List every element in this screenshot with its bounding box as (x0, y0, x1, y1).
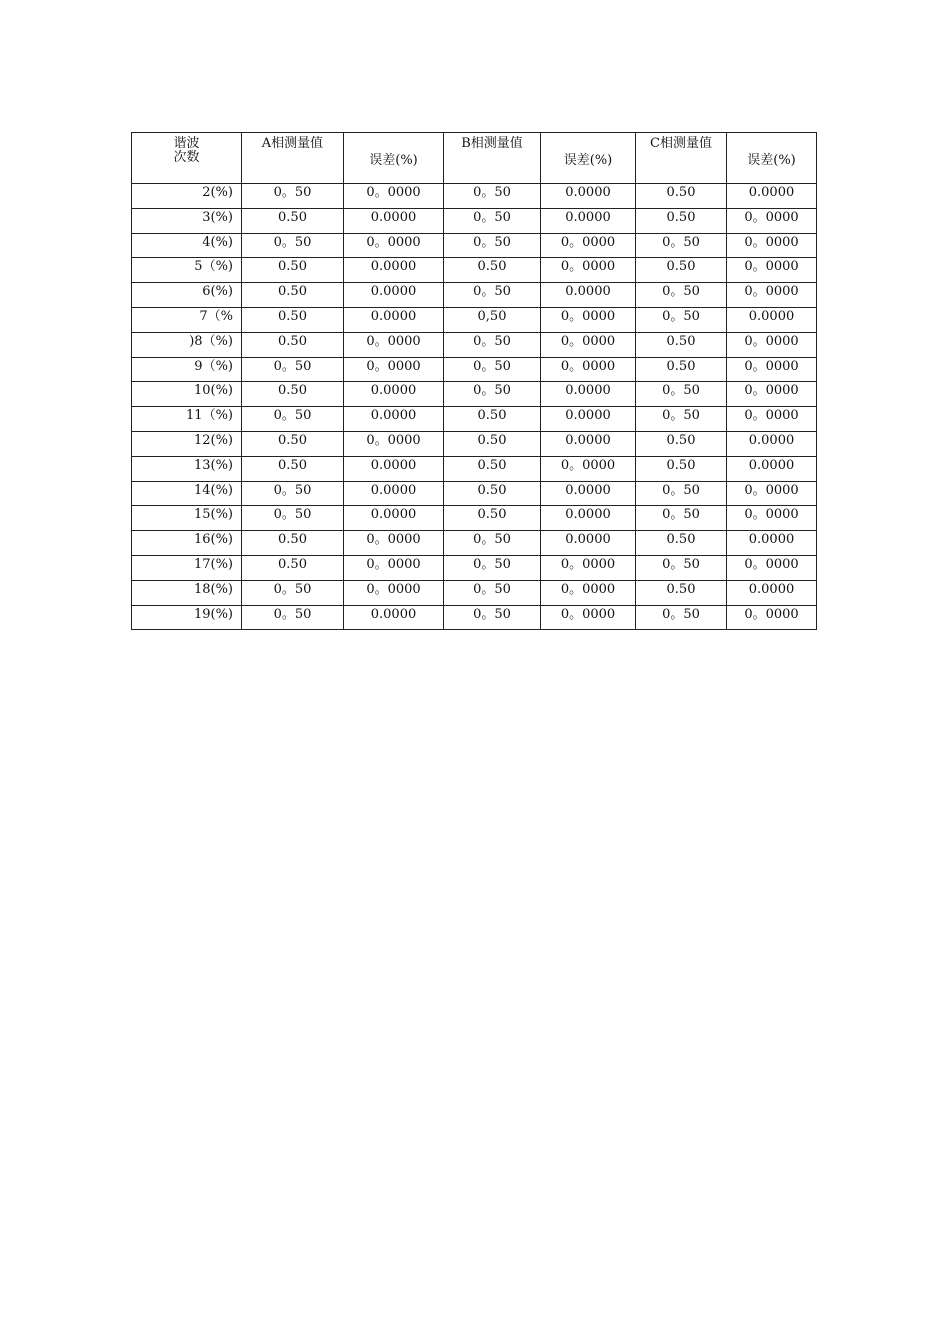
a-value-cell: 0。50 (242, 605, 344, 630)
c-value-cell: 0。50 (636, 382, 727, 407)
a-value-cell: 0。50 (242, 233, 344, 258)
b-value-cell: 0,50 (444, 307, 541, 332)
harmonic-order-cell: 6(%) (132, 283, 242, 308)
c-error-cell: 0.0000 (727, 431, 817, 456)
header-order-line1: 谐波 (173, 136, 200, 151)
c-value-cell: 0.50 (636, 208, 727, 233)
harmonic-order-cell: 11（%) (132, 407, 242, 432)
a-value-cell: 0。50 (242, 506, 344, 531)
b-value-cell: 0.50 (444, 407, 541, 432)
harmonic-order-cell: 16(%) (132, 531, 242, 556)
header-order-line2: 次数 (173, 150, 200, 165)
table-row (132, 283, 817, 308)
c-value-cell: 0。50 (636, 407, 727, 432)
table-row (132, 555, 817, 580)
table-row (132, 431, 817, 456)
c-error-cell: 0.0000 (727, 456, 817, 481)
a-value-cell: 0.50 (242, 283, 344, 308)
c-error-cell: 0。0000 (727, 605, 817, 630)
b-error-cell: 0.0000 (541, 382, 636, 407)
b-value-cell: 0.50 (444, 431, 541, 456)
a-error-cell: 0。0000 (344, 184, 444, 209)
b-value-cell: 0。50 (444, 382, 541, 407)
a-value-cell: 0。50 (242, 580, 344, 605)
b-value-cell: 0.50 (444, 258, 541, 283)
table-row (132, 357, 817, 382)
b-value-cell: 0。50 (444, 580, 541, 605)
harmonic-order-cell: 5（%) (132, 258, 242, 283)
b-error-cell: 0.0000 (541, 184, 636, 209)
b-value-cell: 0。50 (444, 555, 541, 580)
c-value-cell: 0.50 (636, 580, 727, 605)
header-harmonic-order (132, 133, 242, 184)
table-row (132, 184, 817, 209)
b-value-cell: 0。50 (444, 233, 541, 258)
b-error-cell: 0。0000 (541, 555, 636, 580)
table-row (132, 382, 817, 407)
a-value-cell: 0.50 (242, 258, 344, 283)
header-c-value: C相测量值 (636, 133, 727, 184)
harmonic-order-cell: 13(%) (132, 456, 242, 481)
a-error-cell: 0.0000 (344, 481, 444, 506)
a-error-cell: 0。0000 (344, 332, 444, 357)
b-value-cell: 0.50 (444, 506, 541, 531)
header-a-value: A相测量值 (242, 133, 344, 184)
table-row (132, 605, 817, 630)
table-row (132, 258, 817, 283)
harmonic-order-cell: 18(%) (132, 580, 242, 605)
b-error-cell: 0。0000 (541, 456, 636, 481)
a-value-cell: 0。50 (242, 481, 344, 506)
b-value-cell: 0。50 (444, 283, 541, 308)
table-row (132, 233, 817, 258)
table-row (132, 332, 817, 357)
a-value-cell: 0.50 (242, 431, 344, 456)
b-value-cell: 0。50 (444, 184, 541, 209)
header-a-error: 误差(%) (344, 133, 444, 184)
header-c-error: 误差(%) (727, 133, 817, 184)
a-error-cell: 0.0000 (344, 506, 444, 531)
harmonic-order-cell: 10(%) (132, 382, 242, 407)
b-error-cell: 0.0000 (541, 208, 636, 233)
harmonic-order-cell: 17(%) (132, 555, 242, 580)
b-error-cell: 0.0000 (541, 531, 636, 556)
header-b-value: B相测量值 (444, 133, 541, 184)
b-error-cell: 0。0000 (541, 258, 636, 283)
b-error-cell: 0.0000 (541, 407, 636, 432)
harmonic-order-cell: 3(%) (132, 208, 242, 233)
c-error-cell: 0.0000 (727, 580, 817, 605)
b-value-cell: 0。50 (444, 208, 541, 233)
c-value-cell: 0。50 (636, 481, 727, 506)
a-error-cell: 0.0000 (344, 258, 444, 283)
c-error-cell: 0.0000 (727, 531, 817, 556)
table-row (132, 307, 817, 332)
harmonic-order-cell: 4(%) (132, 233, 242, 258)
a-value-cell: 0.50 (242, 307, 344, 332)
a-error-cell: 0。0000 (344, 357, 444, 382)
b-error-cell: 0。0000 (541, 580, 636, 605)
a-value-cell: 0.50 (242, 332, 344, 357)
table-row (132, 456, 817, 481)
table-row (132, 208, 817, 233)
c-value-cell: 0。50 (636, 506, 727, 531)
b-error-cell: 0.0000 (541, 283, 636, 308)
a-error-cell: 0。0000 (344, 555, 444, 580)
b-error-cell: 0。0000 (541, 357, 636, 382)
b-value-cell: 0。50 (444, 357, 541, 382)
b-error-cell: 0.0000 (541, 431, 636, 456)
table-row (132, 531, 817, 556)
a-error-cell: 0。0000 (344, 531, 444, 556)
a-error-cell: 0.0000 (344, 208, 444, 233)
a-error-cell: 0。0000 (344, 580, 444, 605)
a-value-cell: 0.50 (242, 382, 344, 407)
table-header (132, 133, 817, 184)
b-error-cell: 0.0000 (541, 506, 636, 531)
b-value-cell: 0。50 (444, 531, 541, 556)
harmonic-order-cell: 14(%) (132, 481, 242, 506)
b-error-cell: 0。0000 (541, 233, 636, 258)
a-error-cell: 0.0000 (344, 456, 444, 481)
harmonic-order-cell: 7（% (132, 307, 242, 332)
c-value-cell: 0。50 (636, 605, 727, 630)
b-error-cell: 0.0000 (541, 481, 636, 506)
c-value-cell: 0.50 (636, 332, 727, 357)
c-error-cell: 0.0000 (727, 184, 817, 209)
harmonic-order-cell: )8（%) (132, 332, 242, 357)
c-value-cell: 0。50 (636, 555, 727, 580)
c-value-cell: 0.50 (636, 531, 727, 556)
a-value-cell: 0。50 (242, 357, 344, 382)
c-error-cell: 0.0000 (727, 307, 817, 332)
c-error-cell: 0。0000 (727, 233, 817, 258)
c-value-cell: 0.50 (636, 357, 727, 382)
c-error-cell: 0。0000 (727, 506, 817, 531)
a-error-cell: 0.0000 (344, 605, 444, 630)
a-value-cell: 0.50 (242, 208, 344, 233)
c-value-cell: 0.50 (636, 258, 727, 283)
c-error-cell: 0。0000 (727, 407, 817, 432)
c-value-cell: 0.50 (636, 184, 727, 209)
c-value-cell: 0。50 (636, 233, 727, 258)
harmonic-order-cell: 12(%) (132, 431, 242, 456)
c-error-cell: 0。0000 (727, 357, 817, 382)
c-error-cell: 0。0000 (727, 555, 817, 580)
a-error-cell: 0.0000 (344, 307, 444, 332)
c-value-cell: 0.50 (636, 456, 727, 481)
table-row (132, 407, 817, 432)
b-error-cell: 0。0000 (541, 605, 636, 630)
b-error-cell: 0。0000 (541, 332, 636, 357)
c-error-cell: 0。0000 (727, 208, 817, 233)
table-row (132, 506, 817, 531)
a-error-cell: 0。0000 (344, 431, 444, 456)
a-value-cell: 0.50 (242, 531, 344, 556)
harmonic-order-cell: 2(%) (132, 184, 242, 209)
b-value-cell: 0。50 (444, 332, 541, 357)
c-error-cell: 0。0000 (727, 382, 817, 407)
a-error-cell: 0.0000 (344, 283, 444, 308)
harmonic-order-cell: 15(%) (132, 506, 242, 531)
b-value-cell: 0.50 (444, 456, 541, 481)
table-row (132, 580, 817, 605)
b-error-cell: 0。0000 (541, 307, 636, 332)
a-value-cell: 0。50 (242, 184, 344, 209)
table-row (132, 481, 817, 506)
a-value-cell: 0。50 (242, 407, 344, 432)
a-error-cell: 0.0000 (344, 407, 444, 432)
c-error-cell: 0。0000 (727, 283, 817, 308)
a-value-cell: 0.50 (242, 456, 344, 481)
harmonic-measurement-table (131, 132, 817, 630)
header-b-error: 误差(%) (541, 133, 636, 184)
c-value-cell: 0。50 (636, 307, 727, 332)
a-error-cell: 0.0000 (344, 382, 444, 407)
table-body (132, 184, 817, 630)
harmonic-order-cell: 19(%) (132, 605, 242, 630)
c-value-cell: 0。50 (636, 283, 727, 308)
header-row (132, 133, 817, 184)
c-value-cell: 0.50 (636, 431, 727, 456)
b-value-cell: 0。50 (444, 605, 541, 630)
c-error-cell: 0。0000 (727, 481, 817, 506)
a-error-cell: 0。0000 (344, 233, 444, 258)
c-error-cell: 0。0000 (727, 258, 817, 283)
harmonic-order-cell: 9（%) (132, 357, 242, 382)
c-error-cell: 0。0000 (727, 332, 817, 357)
a-value-cell: 0.50 (242, 555, 344, 580)
b-value-cell: 0.50 (444, 481, 541, 506)
